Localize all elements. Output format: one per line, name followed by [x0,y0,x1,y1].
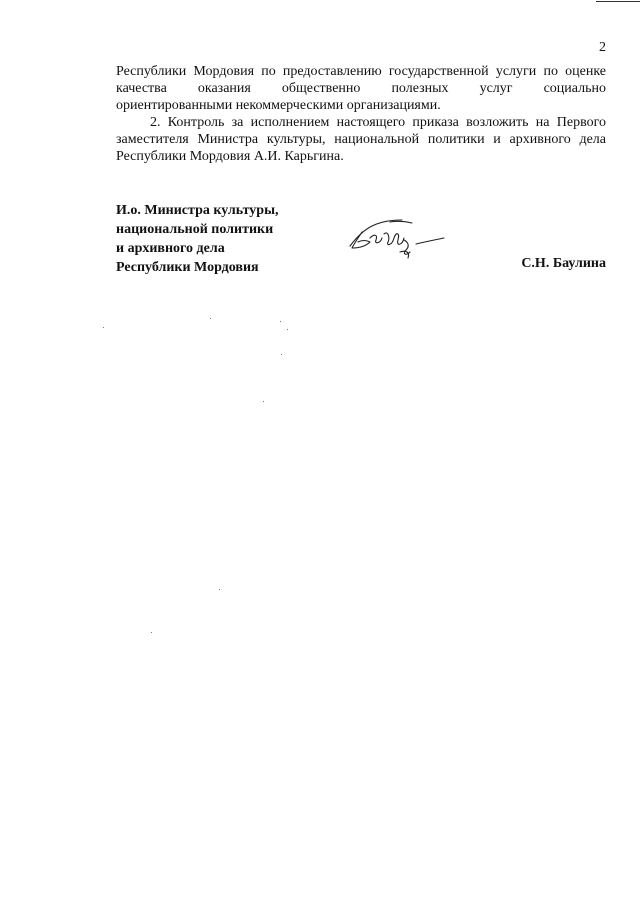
handwritten-signature [346,216,448,262]
word: качества [116,81,167,96]
word: оказания [197,81,251,96]
word: общественно [281,81,361,96]
signer-name: С.Н. Баулина [521,256,606,271]
scan-speck [219,589,220,590]
signatory-title [116,201,279,277]
word: социально [543,81,606,96]
paragraph-1-line-2 [116,80,606,97]
document-body [116,63,606,165]
word: услуг [479,81,513,96]
scan-speck [263,401,264,402]
scan-speck [210,318,211,319]
paragraph-1-line-1: Республики Мордовия по предоставлению государственной услуги по оценке [116,64,606,79]
scan-speck [151,632,152,633]
signatory-title-line: и архивного дела [116,241,225,256]
signatory-title-line: Республики Мордовия [116,260,259,275]
scan-speck [287,329,288,330]
word: полезных [391,81,449,96]
signatory-title-line: И.о. Министра культуры, [116,203,279,218]
paragraph-2-line-1: 2. Контроль за исполнением настоящего приказа возложить на Первого [150,115,606,130]
scan-speck [281,354,282,355]
scan-edge-mark [596,1,640,2]
page-number: 2 [599,40,606,55]
paragraph-2-line-2: заместителя Министра культуры, национальной политики и архивного дела [116,132,606,147]
scan-speck [103,327,104,328]
paragraph-1-line-3: ориентированными некоммерческими организациями. [116,98,441,113]
paragraph-2-line-3: Республики Мордовия А.И. Карьгина. [116,149,344,164]
scan-speck [280,321,281,322]
signatory-title-line: национальной политики [116,222,274,237]
